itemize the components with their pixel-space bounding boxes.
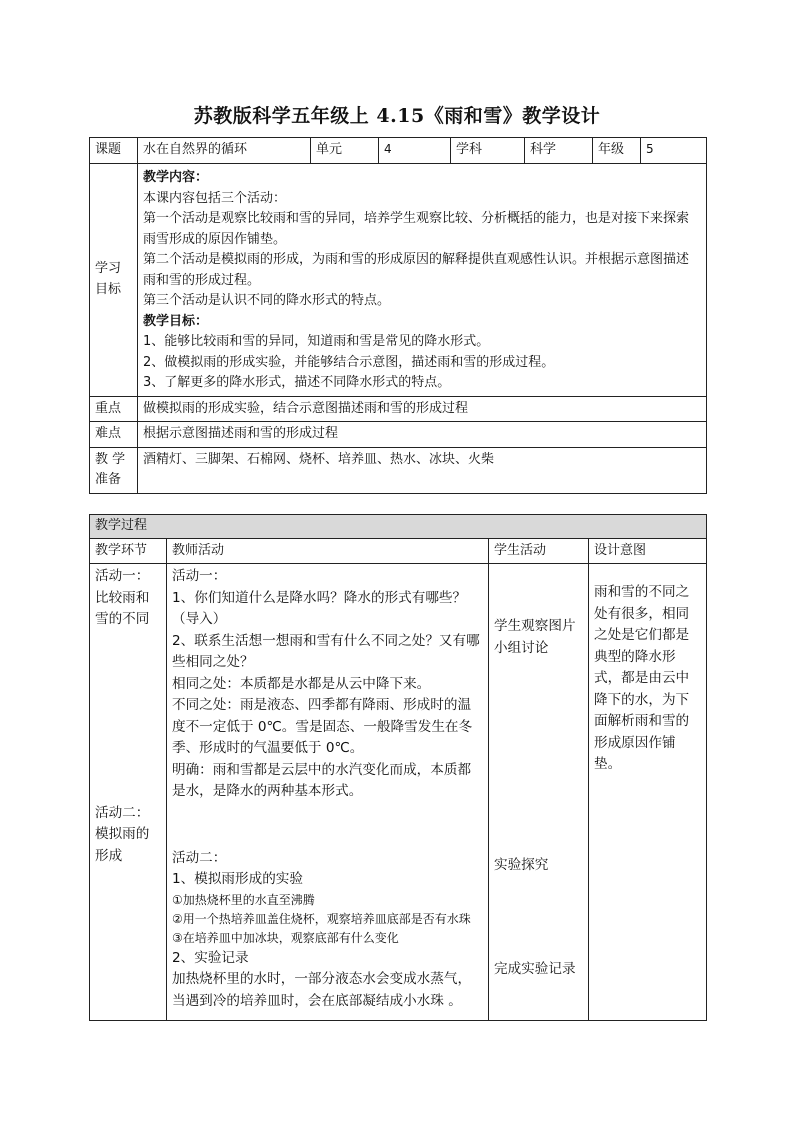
difficulty-label: 难点: [90, 422, 138, 448]
teacher-line: 活动二：: [172, 849, 227, 866]
lesson-info-table: [89, 137, 707, 494]
teacher-line: 1、模拟雨形成的实验: [172, 871, 303, 887]
experiment-step: ②用一个热培养皿盖住烧杯，观察培养皿底部是否有水珠: [172, 911, 471, 926]
grade-value: 5: [641, 138, 707, 164]
teacher-line: 1、你们知道什么是降水吗？降水的形式有哪些？（导入）: [172, 589, 467, 627]
topic-value: 水在自然界的循环: [138, 138, 311, 164]
objectives-label: 学习 目标: [90, 164, 138, 397]
goal-heading: 教学目标：: [143, 313, 209, 329]
col-stage: 教学环节: [90, 538, 167, 564]
document-title: 苏教版科学五年级上 4.15《雨和雪》教学设计: [193, 105, 601, 127]
student-activity-1: 学生观察图片小组讨论: [494, 618, 576, 656]
col-student: 学生活动: [489, 538, 589, 564]
stage-activity-1: 活动一：比较雨和雪的不同: [95, 568, 150, 627]
design-intent-cell: [589, 564, 707, 1021]
content-heading: 教学内容：: [143, 170, 209, 185]
content-line: 本课内容包括三个活动：: [143, 190, 287, 206]
student-activity-2a: 实验探究: [494, 857, 549, 873]
grade-label: 年级: [593, 138, 641, 164]
activities-row: [90, 564, 707, 1021]
content-line: 第三个活动是认识不同的降水形式的特点。: [143, 293, 391, 308]
goal-line: 1、能够比较雨和雪的异同，知道雨和雪是常见的降水形式。: [143, 334, 490, 349]
teacher-line: 2、实验记录: [172, 949, 249, 966]
teaching-process-table: [89, 514, 707, 1021]
unit-value: 4: [379, 138, 451, 164]
teacher-line: 明确：雨和雪都是云层中的水汽变化而成，本质都是水，是降水的两种基本形式。: [172, 761, 472, 799]
unit-label: 单元: [311, 138, 379, 164]
preparation-value: 酒精灯、三脚架、石棉网、烧杯、培养皿、热水、冰块、火柴: [138, 447, 707, 493]
student-activity-cell: [489, 564, 589, 1021]
topic-label: 课题: [90, 138, 138, 164]
preparation-row: [90, 447, 707, 493]
info-row: [90, 138, 707, 164]
subject-value: 科学: [525, 138, 593, 164]
teacher-activity-cell: [167, 564, 489, 1021]
experiment-step: ③在培养皿中加冰块，观察底部有什么变化: [172, 930, 399, 945]
teacher-line: 相同之处：本质都是水都是从云中降下来。: [172, 675, 431, 692]
difficulty-value: 根据示意图描述雨和雪的形成过程: [138, 422, 707, 448]
design-intent-1: 雨和雪的不同之处有很多，相同之处是它们都是典型的降水形式，都是由云中降下的水，为下面解析雨和雪的形成原因作铺垫。: [594, 584, 690, 772]
student-activity-2b: 完成实验记录: [494, 960, 576, 977]
col-teacher: 教师活动: [167, 538, 489, 564]
content-line: 第一个活动是观察比较雨和雪的异同，培养学生观察比较、分析概括的能力，也是对接下来探索雨雪形成的原因作铺垫。: [143, 211, 690, 247]
process-header: 教学过程: [90, 515, 707, 539]
difficulty-row: [90, 422, 707, 448]
subject-label: 学科: [451, 138, 525, 164]
experiment-step: ①加热烧杯里的水直至沸腾: [172, 892, 315, 907]
key-point-value: 做模拟雨的形成实验，结合示意图描述雨和雪的形成过程: [138, 396, 707, 422]
col-intent: 设计意图: [589, 538, 707, 564]
objectives-content: [138, 164, 707, 397]
goal-line: 3、了解更多的降水形式，描述不同降水形式的特点。: [143, 375, 451, 390]
goal-line: 2、做模拟雨的形成实验，并能够结合示意图，描述雨和雪的形成过程。: [143, 354, 555, 370]
teacher-line: 活动一：: [172, 568, 227, 584]
content-line: 第二个活动是模拟雨的形成，为雨和雪的形成原因的解释提供直观感性认识。并根据示意图描述雨和雪的形成过程。: [143, 252, 690, 288]
stage-cell: [90, 564, 167, 1021]
preparation-label: 教 学 准备: [90, 447, 138, 493]
column-header-row: [90, 538, 707, 564]
key-point-label: 重点: [90, 396, 138, 422]
teacher-line: 2、联系生活想一想雨和雪有什么不同之处？又有哪些相同之处？: [172, 632, 480, 670]
stage-activity-2: 活动二：模拟雨的形成: [95, 804, 150, 864]
teacher-line: 不同之处：雨是液态、四季都有降雨、形成时的温度不一定低于 0℃。雪是固态、一般降雪发生在冬季、形成时的气温要低于 0℃。: [172, 697, 473, 756]
key-point-row: [90, 396, 707, 422]
objectives-row: [90, 164, 707, 397]
teacher-line: 加热烧杯里的水时，一部分液态水会变成水蒸气，当遇到冷的培养皿时，会在底部凝结成小水珠 。: [172, 971, 472, 1009]
process-header-row: [90, 515, 707, 539]
